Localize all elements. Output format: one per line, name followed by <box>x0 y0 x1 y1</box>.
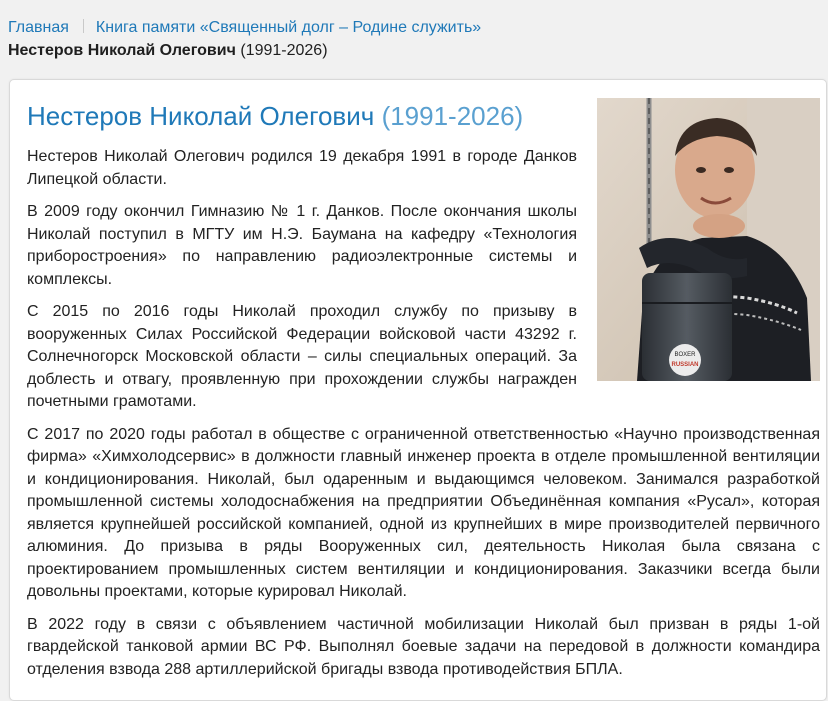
breadcrumb-separator <box>83 19 84 33</box>
page-title-name: Нестеров Николай Олегович <box>27 101 375 131</box>
breadcrumb <box>8 17 481 39</box>
article-card <box>9 79 827 701</box>
article-body <box>27 146 820 691</box>
breadcrumb-book-link[interactable]: Книга памяти «Священный долг – Родине служить» <box>95 19 482 36</box>
article-paragraph: В 2009 году окончил Гимназию № 1 г. Данков. После окончания школы Николай поступил в МГТУ им Н.Э. Баумана на кафедру «Технология приборостроения» по направлению радиоэлектронные системы и комплексы. <box>27 203 577 288</box>
article-paragraph: С 2015 по 2016 годы Николай проходил службу по призыву в вооруженных Силах Российской Федерации войсковой части 43292 г. Солнечногорск Московской области – силы специальных операций. За доблесть и отвагу, проявленную при прохождении службы награжден почетными грамотами. <box>27 303 577 410</box>
article-paragraph: С 2017 по 2020 годы работал в обществе с ограниченной ответственностью «Научно производственная фирма» «Химхолодсервис» в должности главный инженер проекта в отделе промышленной вентиляции и кондиционирования. Николай, был одаренным и выдающимся человеком. Занимался разработкой промышленной системы холодоснабжения на предприятии Объединённая компания «Русал», которая является крупнейшей российской компанией, одной из крупнейших в мире производителей первичного алюминия. До призыва в ряды Вооруженных сил, деятельность Николая была связана с проектированием промышленных систем вентиляции и кондиционирования. Заказчики всегда были довольны проектами, которые курировал Николай. <box>27 425 820 600</box>
breadcrumb-current-years: (1991-2026) <box>240 42 328 59</box>
breadcrumb-home-link[interactable]: Главная <box>8 19 69 36</box>
article-paragraph: В 2022 году в связи с объявлением частичной мобилизации Николай был призван в ряды 1-ой гвардейской танковой армии ВС РФ. Выполнял боевые задачи на передовой в должности командира отделения взвода 288 артиллерийской бригады взвода противодействия БПЛА. <box>27 615 820 678</box>
page-title-years: (1991-2026) <box>381 101 524 131</box>
breadcrumb-current <box>8 40 328 62</box>
page-title <box>27 101 523 131</box>
bag-label-2: RUSSIAN <box>671 362 699 368</box>
bag-label: BOXER <box>674 352 696 358</box>
breadcrumb-current-name: Нестеров Николай Олегович <box>8 42 236 59</box>
article-paragraph: Нестеров Николай Олегович родился 19 декабря 1991 в городе Данков Липецкой области. <box>27 148 577 188</box>
